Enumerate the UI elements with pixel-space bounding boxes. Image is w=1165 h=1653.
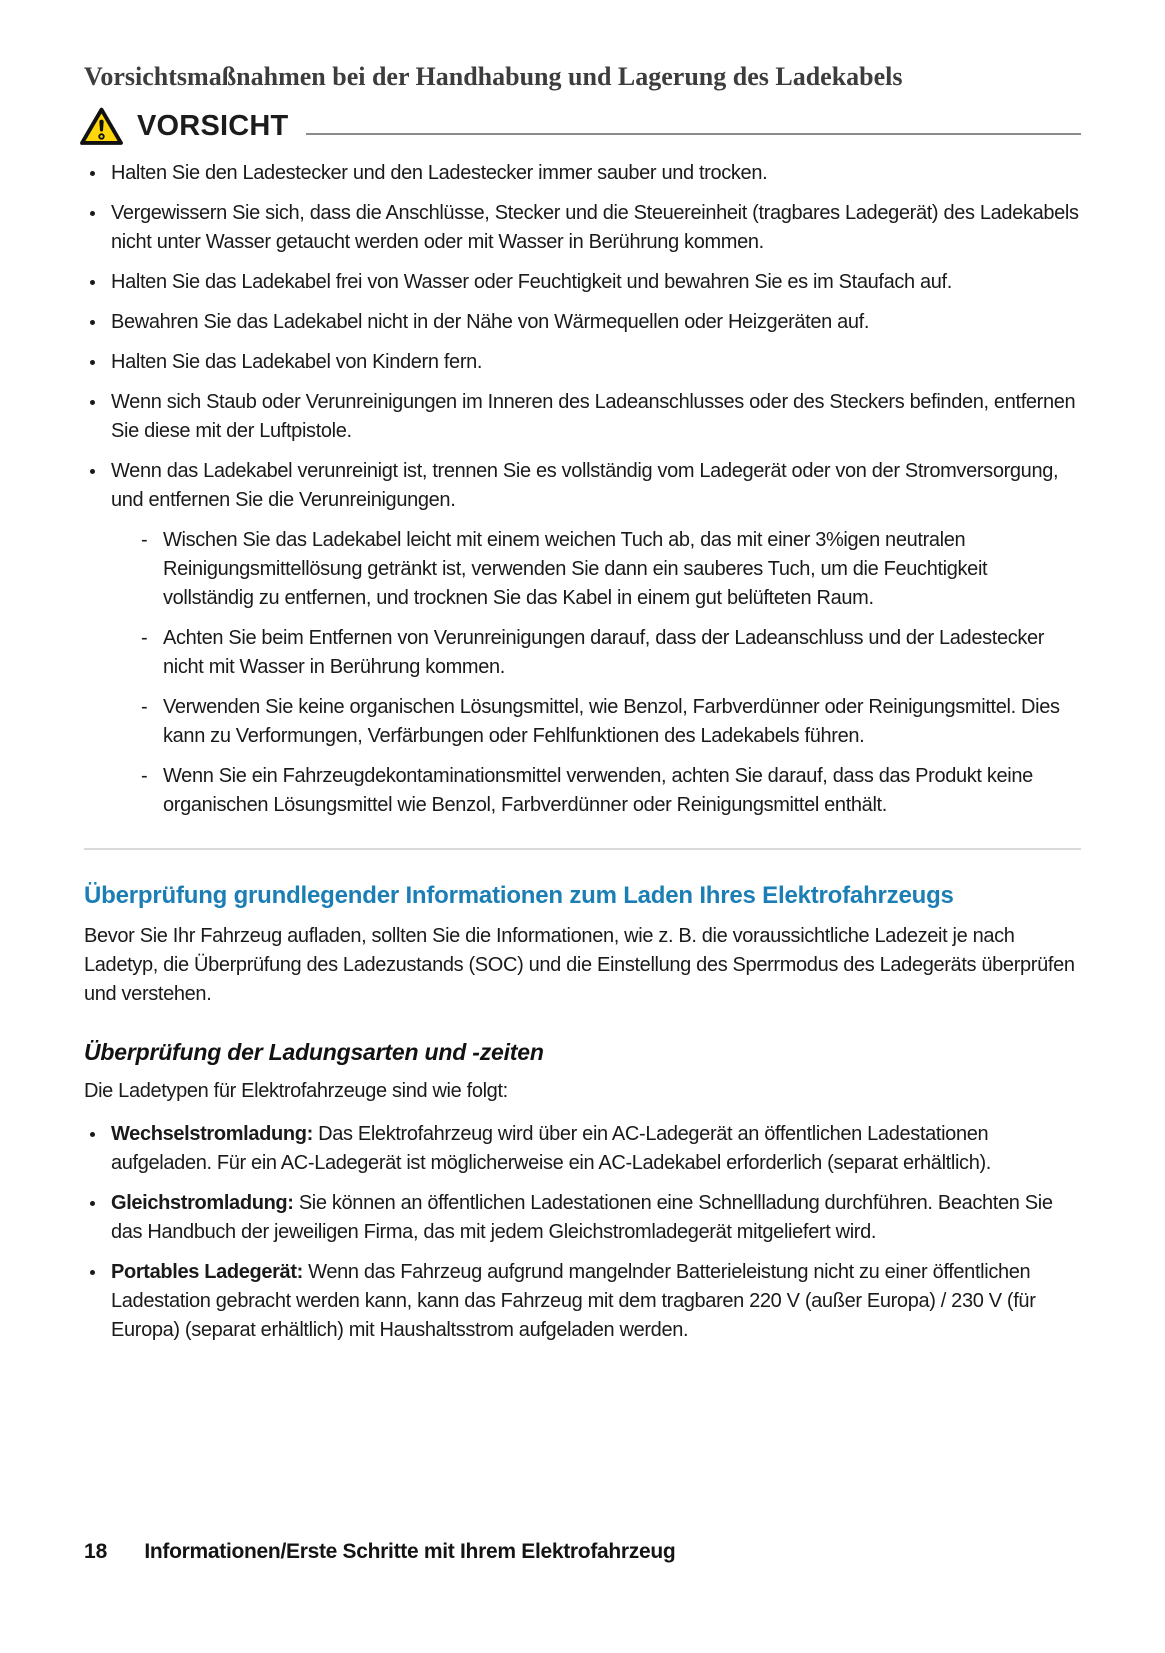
list-item-term: Portables Ladegerät: <box>111 1261 303 1283</box>
list-item-text: Halten Sie den Ladestecker und den Ladestecker immer sauber und trocken. <box>111 162 768 184</box>
list-item-text: Halten Sie das Ladekabel frei von Wasser oder Feuchtigkeit und bewahren Sie es im Staufach auf. <box>111 271 952 293</box>
warning-triangle-icon <box>79 106 124 147</box>
caution-sublist <box>139 526 1081 820</box>
list-item-text: Wenn das Fahrzeug aufgrund mangelnder Batterieleistung nicht zu einer öffentlichen Ladestation gebracht werden kann, kann das Fahrzeug mit dem tragbaren 220 V (außer Europa) / 230 V (für Europa) (separat erhältlich) mit Haushaltsstrom aufgeladen werden. <box>111 1261 1036 1341</box>
list-item <box>84 348 1081 377</box>
list-item-term: Gleichstromladung: <box>111 1192 294 1214</box>
list-item <box>84 159 1081 188</box>
list-item-text: Wischen Sie das Ladekabel leicht mit einem weichen Tuch ab, das mit einer 3%igen neutralen Reinigungsmittellösung getränkt ist, verwenden Sie dann ein sauberes Tuch, um die Feuchtigkeit vollständig zu entfernen, und trocknen Sie das Kabel in einem gut belüfteten Raum. <box>163 529 988 609</box>
list-item <box>84 1258 1081 1345</box>
list-item-text: Bewahren Sie das Ladekabel nicht in der Nähe von Wärmequellen oder Heizgeräten auf. <box>111 311 870 333</box>
list-item <box>139 526 1081 613</box>
list-item <box>84 308 1081 337</box>
caution-rule-line <box>306 133 1081 135</box>
list-item <box>139 693 1081 751</box>
list-item-text: Sie können an öffentlichen Ladestationen eine Schnellladung durchführen. Beachten Sie das Handbuch der jeweiligen Firma, das mit jedem Gleichstromladegerät mitgeliefert wird. <box>111 1192 1053 1243</box>
subsection-intro: Die Ladetypen für Elektrofahrzeuge sind wie folgt: <box>84 1080 508 1102</box>
list-item <box>84 388 1081 446</box>
page-number: 18 <box>84 1540 108 1563</box>
list-item-term: Wechselstromladung: <box>111 1123 313 1145</box>
list-item <box>84 1120 1081 1178</box>
caution-list <box>84 159 1081 820</box>
list-item <box>139 762 1081 820</box>
list-item <box>84 457 1081 820</box>
subsection-title: Überprüfung der Ladungsarten und -zeiten <box>84 1039 544 1065</box>
caution-header <box>84 106 1081 147</box>
section-title: Überprüfung grundlegender Informationen zum Laden Ihres Elektrofahrzeugs <box>84 882 954 909</box>
list-item-text: Wenn Sie ein Fahrzeugdekontaminationsmittel verwenden, achten Sie darauf, dass das Produkt keine organischen Lösungsmittel wie Benzol, Farbverdünner oder Reinigungsmittel enthält. <box>163 765 1033 816</box>
list-item <box>84 1189 1081 1247</box>
page-footer <box>84 1540 675 1564</box>
list-item-text: Vergewissern Sie sich, dass die Anschlüsse, Stecker und die Steuereinheit (tragbares Ladegerät) des Ladekabels nicht unter Wasser getaucht werden oder mit Wasser in Berührung kommen. <box>111 202 1079 253</box>
list-item <box>84 199 1081 257</box>
caution-label: VORSICHT <box>137 110 289 142</box>
list-item-text: Verwenden Sie keine organischen Lösungsmittel, wie Benzol, Farbverdünner oder Reinigungsmittel. Dies kann zu Verformungen, Verfärbungen oder Fehlfunktionen des Ladekabels führen. <box>163 696 1060 747</box>
footer-chapter-title: Informationen/Erste Schritte mit Ihrem Elektrofahrzeug <box>144 1540 676 1563</box>
list-item-text: Achten Sie beim Entfernen von Verunreinigungen darauf, dass der Ladeanschluss und der Ladestecker nicht mit Wasser in Berührung kommen. <box>163 627 1045 678</box>
list-item <box>139 624 1081 682</box>
list-item-text: Wenn sich Staub oder Verunreinigungen im Inneren des Ladeanschlusses oder des Steckers befinden, entfernen Sie diese mit der Luftpistole. <box>111 391 1076 442</box>
charging-types-list <box>84 1120 1081 1345</box>
section-divider <box>84 848 1081 850</box>
list-item-text: Halten Sie das Ladekabel von Kindern fern. <box>111 351 483 373</box>
list-item-text: Das Elektrofahrzeug wird über ein AC-Ladegerät an öffentlichen Ladestationen aufgeladen. Für ein AC-Ladegerät ist möglicherweise ein AC-Ladekabel erforderlich (separat erhältlich). <box>111 1123 991 1174</box>
list-item-text: Wenn das Ladekabel verunreinigt ist, trennen Sie es vollständig vom Ladegerät oder von der Stromversorgung, und entfernen Sie die Verunreinigungen. <box>111 460 1059 511</box>
list-item <box>84 268 1081 297</box>
page-title: Vorsichtsmaßnahmen bei der Handhabung und Lagerung des Ladekabels <box>84 62 903 91</box>
section-intro: Bevor Sie Ihr Fahrzeug aufladen, sollten Sie die Informationen, wie z. B. die voraussichtliche Ladezeit je nach Ladetyp, die Überprüfung des Ladezustands (SOC) und die Einstellung des Sperrmodus des Ladegeräts überprüfen und verstehen. <box>84 925 1075 1005</box>
